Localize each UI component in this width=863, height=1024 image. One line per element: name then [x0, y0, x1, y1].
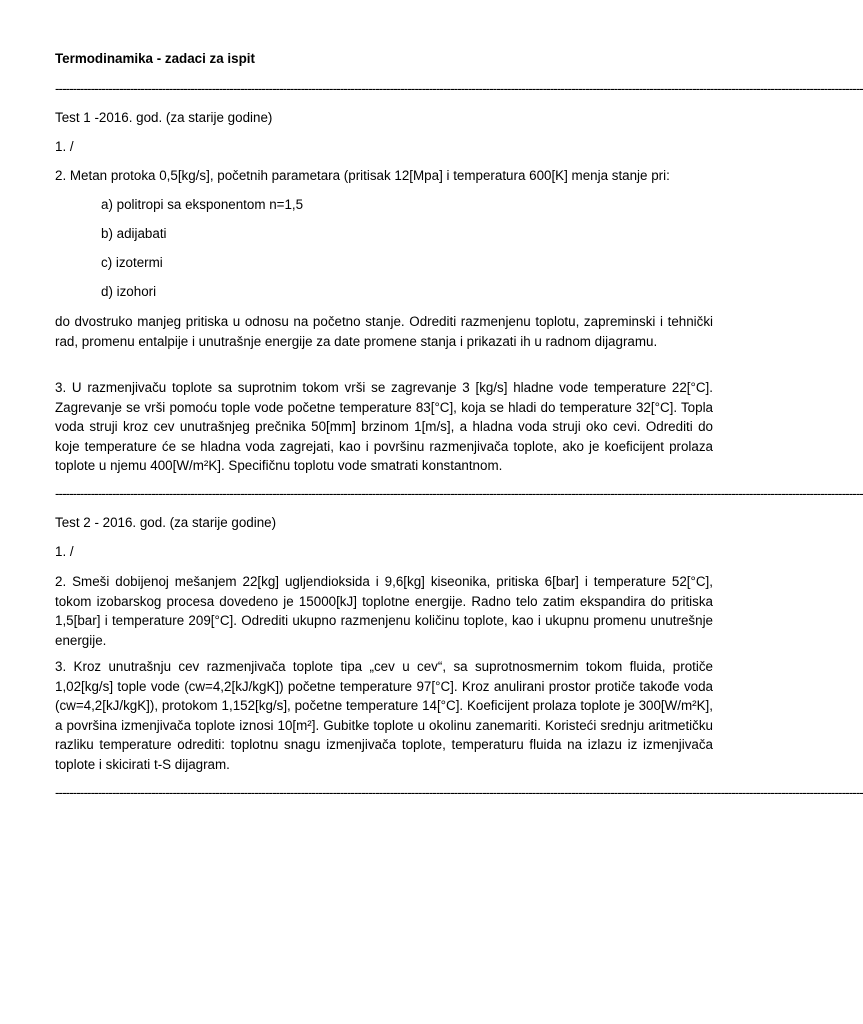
test1-q2-option-a: a) politropi sa eksponentom n=1,5 [101, 197, 304, 212]
divider-line: ----------------------------------------------------------------------------------------------------------------------------------------------------------------------------------------------------------------------------------- [55, 81, 863, 96]
test1-q2-option-c: c) izotermi [101, 255, 163, 270]
test1-heading: Test 1 -2016. god. (za starije godine) [55, 110, 273, 125]
test1-q2-option-b: b) adijabati [101, 226, 167, 241]
test1-question-1: 1. / [55, 139, 74, 154]
test1-q2-continuation: do dvostruko manjeg pritiska u odnosu na početno stanje. Odrediti razmenjenu toplotu, zapreminski i tehnički rad, promenu entalpije i unutrašnje energije za date promene stanja i prikazati ih u radnom dijagramu. [55, 314, 713, 349]
test1-question-2: 2. Metan protoka 0,5[kg/s], početnih parametara (pritisak 12[Mpa] i temperatura 600[K] menja stanje pri: [55, 168, 670, 183]
test2-question-3: 3. Kroz unutrašnju cev razmenjivača toplote tipa „cev u cev“, sa suprotnosmernim tokom fluida, protiče 1,02[kg/s] tople vode (cw=4,2[kJ/kgK]) početne temperature 97[°C]. Kroz anulirani prostor protiče takođe voda (cw=4,2[kJ/kgK]), protokom 1,152[kg/s], početne temperature 14[°C]. Koeficijent prolaza toplote je 300[W/m²K], a površina izmenjivača toplote iznosi 10[m²]. Gubitke toplote u okolinu zanemariti. Koristeći srednju aritmetičku razliku temperature odrediti: toplotnu snagu izmenjivača toplote, temperaturu fluida na izlazu iz izmenjivača toplote i skicirati t-S dijagram. [55, 659, 713, 772]
test2-heading: Test 2 - 2016. god. (za starije godine) [55, 515, 277, 530]
divider-line: ----------------------------------------------------------------------------------------------------------------------------------------------------------------------------------------------------------------------------------- [55, 785, 863, 800]
test2-question-2: 2. Smeši dobijenoj mešanjem 22[kg] ugljendioksida i 9,6[kg] kiseonika, pritiska 6[bar] i temperature 52[°C], tokom izobarskog procesa dovedeno je 15000[kJ] toplotne energije. Radno telo zatim ekspandira do pritiska 1,5[bar] i temperature 209[°C]. Odrediti ukupno razmenjenu količinu toplote, kao i ukupnu promenu unutrešnje energije. [55, 574, 713, 648]
document-title: Termodinamika - zadaci za ispit [55, 51, 255, 66]
test2-question-1: 1. / [55, 544, 74, 559]
test1-question-3: 3. U razmenjivaču toplote sa suprotnim tokom vrši se zagrevanje 3 [kg/s] hladne vode temperature 22[°C]. Zagrevanje se vrši pomoću tople vode početne temperature 83[°C], koja se hladi do temperature 32[°C]. Topla voda struji kroz cev unutrašnjeg prečnika 50[mm] brzinom 1[m/s], a hladna voda struji oko cevi. Odrediti do koje temperature će se hladna voda zagrejati, kao i površinu razmenjivača toplote, ako je koeficijent prolaza toplote u njemu 400[W/m²K]. Specifičnu toplotu vode smatrati konstantnom. [55, 380, 713, 474]
divider-line: ----------------------------------------------------------------------------------------------------------------------------------------------------------------------------------------------------------------------------------- [55, 486, 863, 501]
test1-q2-option-d: d) izohori [101, 284, 157, 299]
